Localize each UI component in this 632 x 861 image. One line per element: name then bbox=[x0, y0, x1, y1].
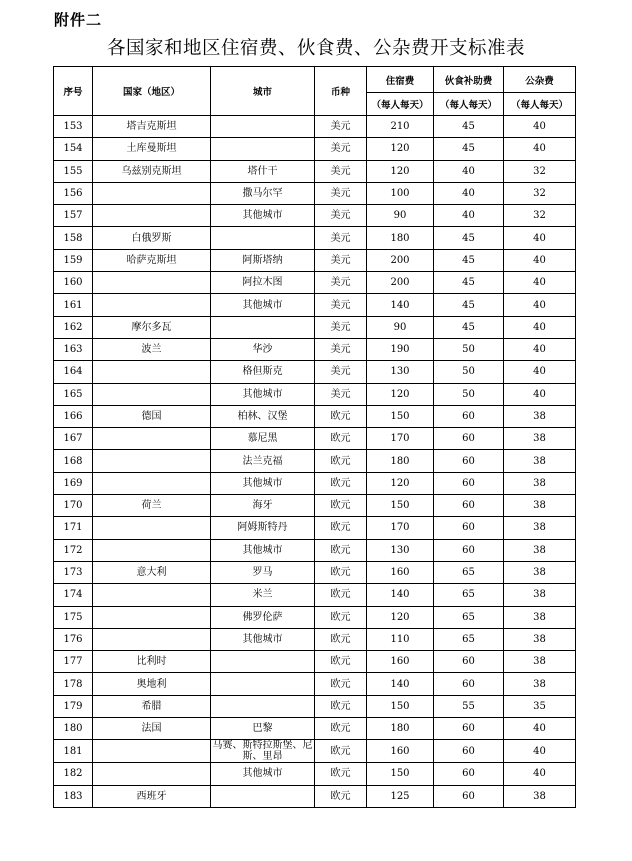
cell-currency: 欧元 bbox=[315, 561, 367, 583]
cell-country: 哈萨克斯坦 bbox=[93, 249, 211, 271]
cell-no: 158 bbox=[54, 227, 93, 249]
table-row bbox=[54, 651, 576, 673]
table-row bbox=[54, 405, 576, 427]
cell-misc: 38 bbox=[504, 673, 576, 695]
cell-city bbox=[211, 785, 315, 807]
cell-no: 155 bbox=[54, 160, 93, 182]
table-row bbox=[54, 138, 576, 160]
attachment-label: 附件二 bbox=[54, 11, 103, 29]
cell-lodging: 140 bbox=[367, 673, 434, 695]
cell-city bbox=[211, 116, 315, 138]
cell-currency: 美元 bbox=[315, 227, 367, 249]
table-row bbox=[54, 584, 576, 606]
cell-lodging: 125 bbox=[367, 785, 434, 807]
cell-country bbox=[93, 450, 211, 472]
cell-lodging: 150 bbox=[367, 763, 434, 785]
header-unit-meal: （每人每天） bbox=[434, 93, 504, 116]
table-row bbox=[54, 450, 576, 472]
cell-no: 177 bbox=[54, 651, 93, 673]
cell-currency: 欧元 bbox=[315, 718, 367, 740]
header-misc: 公杂费 bbox=[504, 67, 576, 93]
cell-currency: 欧元 bbox=[315, 651, 367, 673]
cell-country bbox=[93, 428, 211, 450]
cell-lodging: 160 bbox=[367, 651, 434, 673]
cell-misc: 32 bbox=[504, 182, 576, 204]
cell-city bbox=[211, 316, 315, 338]
cell-currency: 欧元 bbox=[315, 495, 367, 517]
cell-misc: 38 bbox=[504, 628, 576, 650]
cell-currency: 欧元 bbox=[315, 785, 367, 807]
cell-lodging: 90 bbox=[367, 205, 434, 227]
cell-currency: 欧元 bbox=[315, 584, 367, 606]
table-row bbox=[54, 294, 576, 316]
table-row bbox=[54, 539, 576, 561]
cell-lodging: 130 bbox=[367, 361, 434, 383]
cell-currency: 美元 bbox=[315, 160, 367, 182]
cell-lodging: 180 bbox=[367, 227, 434, 249]
table-row bbox=[54, 338, 576, 360]
cell-misc: 40 bbox=[504, 116, 576, 138]
cell-meal: 65 bbox=[434, 606, 504, 628]
cell-no: 157 bbox=[54, 205, 93, 227]
cell-misc: 38 bbox=[504, 517, 576, 539]
cell-no: 174 bbox=[54, 584, 93, 606]
table-row bbox=[54, 740, 576, 763]
table-row bbox=[54, 361, 576, 383]
cell-city: 马赛、斯特拉斯堡、尼斯、里昂 bbox=[212, 740, 313, 763]
table-row bbox=[54, 695, 576, 717]
cell-no: 164 bbox=[54, 361, 93, 383]
cell-currency: 美元 bbox=[315, 316, 367, 338]
cell-lodging: 180 bbox=[367, 718, 434, 740]
table-row bbox=[54, 628, 576, 650]
table-row bbox=[54, 272, 576, 294]
cell-country: 奥地利 bbox=[93, 673, 211, 695]
cell-no: 169 bbox=[54, 472, 93, 494]
cell-city: 阿拉木图 bbox=[211, 272, 315, 294]
cell-currency: 美元 bbox=[315, 249, 367, 271]
cell-meal: 45 bbox=[434, 294, 504, 316]
cell-misc: 40 bbox=[504, 338, 576, 360]
cell-currency: 欧元 bbox=[315, 606, 367, 628]
cell-city: 罗马 bbox=[211, 561, 315, 583]
table-body bbox=[54, 116, 576, 808]
table-header bbox=[54, 67, 576, 116]
cell-city: 米兰 bbox=[211, 584, 315, 606]
header-unit-misc: （每人每天） bbox=[504, 93, 576, 116]
cell-no: 172 bbox=[54, 539, 93, 561]
cell-country: 塔吉克斯坦 bbox=[93, 116, 211, 138]
cell-misc: 40 bbox=[504, 227, 576, 249]
cell-misc: 38 bbox=[504, 450, 576, 472]
cell-meal: 40 bbox=[434, 160, 504, 182]
table-row bbox=[54, 673, 576, 695]
cell-misc: 40 bbox=[504, 294, 576, 316]
cell-meal: 60 bbox=[434, 539, 504, 561]
cell-lodging: 160 bbox=[367, 561, 434, 583]
cell-country: 意大利 bbox=[93, 561, 211, 583]
cell-country: 波兰 bbox=[93, 338, 211, 360]
cell-lodging: 160 bbox=[367, 740, 434, 763]
cell-city bbox=[211, 695, 315, 717]
cell-lodging: 190 bbox=[367, 338, 434, 360]
cell-city: 其他城市 bbox=[211, 472, 315, 494]
cell-misc: 40 bbox=[504, 740, 576, 763]
cell-country bbox=[93, 740, 211, 763]
table-row bbox=[54, 182, 576, 204]
cell-lodging: 110 bbox=[367, 628, 434, 650]
cell-misc: 38 bbox=[504, 472, 576, 494]
cell-country: 西班牙 bbox=[93, 785, 211, 807]
cell-misc: 32 bbox=[504, 160, 576, 182]
cell-misc: 40 bbox=[504, 361, 576, 383]
cell-currency: 美元 bbox=[315, 361, 367, 383]
cell-meal: 60 bbox=[434, 785, 504, 807]
cell-misc: 38 bbox=[504, 785, 576, 807]
cell-lodging: 90 bbox=[367, 316, 434, 338]
cell-country bbox=[93, 763, 211, 785]
header-city: 城市 bbox=[211, 67, 315, 116]
cell-country: 德国 bbox=[93, 405, 211, 427]
cell-no: 167 bbox=[54, 428, 93, 450]
cell-country: 希腊 bbox=[93, 695, 211, 717]
cell-city: 华沙 bbox=[211, 338, 315, 360]
cell-city: 格但斯克 bbox=[211, 361, 315, 383]
cell-meal: 60 bbox=[434, 740, 504, 763]
cell-currency: 美元 bbox=[315, 294, 367, 316]
cell-currency: 欧元 bbox=[315, 428, 367, 450]
cell-meal: 65 bbox=[434, 628, 504, 650]
cell-meal: 45 bbox=[434, 249, 504, 271]
cell-city: 佛罗伦萨 bbox=[211, 606, 315, 628]
table-row bbox=[54, 495, 576, 517]
cell-lodging: 130 bbox=[367, 539, 434, 561]
cell-lodging: 140 bbox=[367, 584, 434, 606]
table-row bbox=[54, 227, 576, 249]
table-row bbox=[54, 785, 576, 807]
cell-meal: 60 bbox=[434, 428, 504, 450]
cell-no: 161 bbox=[54, 294, 93, 316]
cell-currency: 欧元 bbox=[315, 472, 367, 494]
cell-lodging: 150 bbox=[367, 695, 434, 717]
cell-city: 其他城市 bbox=[211, 628, 315, 650]
cell-no: 173 bbox=[54, 561, 93, 583]
cell-country bbox=[93, 584, 211, 606]
cell-city bbox=[211, 227, 315, 249]
cell-country bbox=[93, 472, 211, 494]
cell-misc: 38 bbox=[504, 584, 576, 606]
cell-meal: 50 bbox=[434, 361, 504, 383]
cell-misc: 38 bbox=[504, 495, 576, 517]
cell-currency: 欧元 bbox=[315, 517, 367, 539]
cell-city: 其他城市 bbox=[211, 383, 315, 405]
cell-misc: 38 bbox=[504, 561, 576, 583]
cell-city: 其他城市 bbox=[211, 539, 315, 561]
cell-city: 法兰克福 bbox=[211, 450, 315, 472]
cell-no: 162 bbox=[54, 316, 93, 338]
header-currency: 币种 bbox=[315, 67, 367, 116]
cell-country bbox=[93, 205, 211, 227]
cell-meal: 45 bbox=[434, 116, 504, 138]
table-row bbox=[54, 383, 576, 405]
cell-no: 179 bbox=[54, 695, 93, 717]
cell-city: 阿斯塔纳 bbox=[211, 249, 315, 271]
cell-misc: 38 bbox=[504, 405, 576, 427]
cell-no: 175 bbox=[54, 606, 93, 628]
table-row bbox=[54, 428, 576, 450]
cell-lodging: 120 bbox=[367, 606, 434, 628]
cell-misc: 38 bbox=[504, 539, 576, 561]
cell-no: 183 bbox=[54, 785, 93, 807]
cell-no: 165 bbox=[54, 383, 93, 405]
cell-city: 柏林、汉堡 bbox=[211, 405, 315, 427]
cell-lodging: 170 bbox=[367, 428, 434, 450]
table-row bbox=[54, 718, 576, 740]
cell-misc: 40 bbox=[504, 272, 576, 294]
cell-currency: 美元 bbox=[315, 338, 367, 360]
cell-misc: 40 bbox=[504, 249, 576, 271]
cell-country bbox=[93, 361, 211, 383]
cell-meal: 60 bbox=[434, 450, 504, 472]
cell-city bbox=[211, 138, 315, 160]
fee-standard-table bbox=[53, 66, 576, 808]
cell-currency: 欧元 bbox=[315, 763, 367, 785]
cell-meal: 40 bbox=[434, 205, 504, 227]
cell-misc: 40 bbox=[504, 138, 576, 160]
table-row bbox=[54, 472, 576, 494]
cell-misc: 40 bbox=[504, 383, 576, 405]
table-row bbox=[54, 606, 576, 628]
cell-city: 撒马尔罕 bbox=[211, 182, 315, 204]
cell-lodging: 200 bbox=[367, 272, 434, 294]
cell-country: 白俄罗斯 bbox=[93, 227, 211, 249]
cell-city bbox=[211, 651, 315, 673]
cell-lodging: 120 bbox=[367, 383, 434, 405]
cell-no: 156 bbox=[54, 182, 93, 204]
cell-meal: 65 bbox=[434, 584, 504, 606]
cell-currency: 欧元 bbox=[315, 405, 367, 427]
cell-country bbox=[93, 606, 211, 628]
cell-lodging: 210 bbox=[367, 116, 434, 138]
cell-misc: 38 bbox=[504, 651, 576, 673]
cell-country: 法国 bbox=[93, 718, 211, 740]
cell-meal: 45 bbox=[434, 272, 504, 294]
cell-meal: 45 bbox=[434, 316, 504, 338]
cell-meal: 50 bbox=[434, 338, 504, 360]
cell-city bbox=[211, 673, 315, 695]
cell-country: 乌兹别克斯坦 bbox=[93, 160, 211, 182]
cell-country bbox=[93, 383, 211, 405]
cell-currency: 美元 bbox=[315, 182, 367, 204]
cell-meal: 60 bbox=[434, 495, 504, 517]
cell-no: 166 bbox=[54, 405, 93, 427]
cell-lodging: 200 bbox=[367, 249, 434, 271]
cell-no: 180 bbox=[54, 718, 93, 740]
cell-lodging: 170 bbox=[367, 517, 434, 539]
cell-city: 阿姆斯特丹 bbox=[211, 517, 315, 539]
table-row bbox=[54, 160, 576, 182]
cell-lodging: 120 bbox=[367, 160, 434, 182]
table-row bbox=[54, 205, 576, 227]
cell-meal: 50 bbox=[434, 383, 504, 405]
cell-no: 159 bbox=[54, 249, 93, 271]
cell-city: 巴黎 bbox=[211, 718, 315, 740]
cell-lodging: 100 bbox=[367, 182, 434, 204]
cell-meal: 60 bbox=[434, 517, 504, 539]
cell-country: 土库曼斯坦 bbox=[93, 138, 211, 160]
cell-country bbox=[93, 182, 211, 204]
cell-lodging: 120 bbox=[367, 472, 434, 494]
table-row bbox=[54, 116, 576, 138]
cell-no: 176 bbox=[54, 628, 93, 650]
cell-lodging: 120 bbox=[367, 138, 434, 160]
cell-city: 慕尼黑 bbox=[211, 428, 315, 450]
cell-meal: 45 bbox=[434, 227, 504, 249]
cell-meal: 60 bbox=[434, 673, 504, 695]
cell-city: 其他城市 bbox=[211, 763, 315, 785]
cell-no: 154 bbox=[54, 138, 93, 160]
cell-meal: 60 bbox=[434, 405, 504, 427]
cell-lodging: 150 bbox=[367, 495, 434, 517]
cell-meal: 60 bbox=[434, 718, 504, 740]
cell-lodging: 150 bbox=[367, 405, 434, 427]
cell-currency: 欧元 bbox=[315, 673, 367, 695]
table-row bbox=[54, 763, 576, 785]
cell-currency: 美元 bbox=[315, 383, 367, 405]
cell-no: 178 bbox=[54, 673, 93, 695]
cell-no: 168 bbox=[54, 450, 93, 472]
cell-currency: 欧元 bbox=[315, 539, 367, 561]
cell-meal: 55 bbox=[434, 695, 504, 717]
cell-lodging: 180 bbox=[367, 450, 434, 472]
cell-currency: 美元 bbox=[315, 138, 367, 160]
cell-currency: 美元 bbox=[315, 205, 367, 227]
cell-country: 摩尔多瓦 bbox=[93, 316, 211, 338]
cell-meal: 40 bbox=[434, 182, 504, 204]
cell-no: 181 bbox=[54, 740, 93, 763]
cell-meal: 65 bbox=[434, 561, 504, 583]
cell-lodging: 140 bbox=[367, 294, 434, 316]
cell-currency: 欧元 bbox=[315, 695, 367, 717]
header-unit-lodging: （每人每天） bbox=[367, 93, 434, 116]
cell-meal: 60 bbox=[434, 472, 504, 494]
cell-misc: 38 bbox=[504, 428, 576, 450]
cell-country: 荷兰 bbox=[93, 495, 211, 517]
cell-currency: 欧元 bbox=[315, 740, 367, 763]
cell-currency: 欧元 bbox=[315, 628, 367, 650]
cell-no: 153 bbox=[54, 116, 93, 138]
cell-no: 163 bbox=[54, 338, 93, 360]
cell-no: 171 bbox=[54, 517, 93, 539]
cell-country bbox=[93, 628, 211, 650]
cell-no: 170 bbox=[54, 495, 93, 517]
header-country: 国家（地区） bbox=[93, 67, 211, 116]
cell-city: 其他城市 bbox=[211, 294, 315, 316]
cell-misc: 32 bbox=[504, 205, 576, 227]
header-no: 序号 bbox=[54, 67, 93, 116]
table-row bbox=[54, 249, 576, 271]
cell-country: 比利时 bbox=[93, 651, 211, 673]
cell-misc: 38 bbox=[504, 606, 576, 628]
cell-misc: 40 bbox=[504, 316, 576, 338]
cell-no: 182 bbox=[54, 763, 93, 785]
cell-meal: 60 bbox=[434, 651, 504, 673]
cell-country bbox=[93, 539, 211, 561]
cell-city: 塔什干 bbox=[211, 160, 315, 182]
header-meal: 伙食补助费 bbox=[434, 67, 504, 93]
cell-misc: 40 bbox=[504, 763, 576, 785]
cell-city: 海牙 bbox=[211, 495, 315, 517]
cell-misc: 35 bbox=[504, 695, 576, 717]
cell-meal: 60 bbox=[434, 763, 504, 785]
table-row bbox=[54, 561, 576, 583]
cell-currency: 欧元 bbox=[315, 450, 367, 472]
cell-misc: 40 bbox=[504, 718, 576, 740]
cell-country bbox=[93, 517, 211, 539]
cell-city: 其他城市 bbox=[211, 205, 315, 227]
cell-currency: 美元 bbox=[315, 116, 367, 138]
table-row bbox=[54, 517, 576, 539]
cell-country bbox=[93, 294, 211, 316]
header-lodging: 住宿费 bbox=[367, 67, 434, 93]
page-title: 各国家和地区住宿费、伙食费、公杂费开支标准表 bbox=[106, 38, 525, 59]
cell-country bbox=[93, 272, 211, 294]
table-row bbox=[54, 316, 576, 338]
cell-no: 160 bbox=[54, 272, 93, 294]
cell-currency: 美元 bbox=[315, 272, 367, 294]
cell-meal: 45 bbox=[434, 138, 504, 160]
